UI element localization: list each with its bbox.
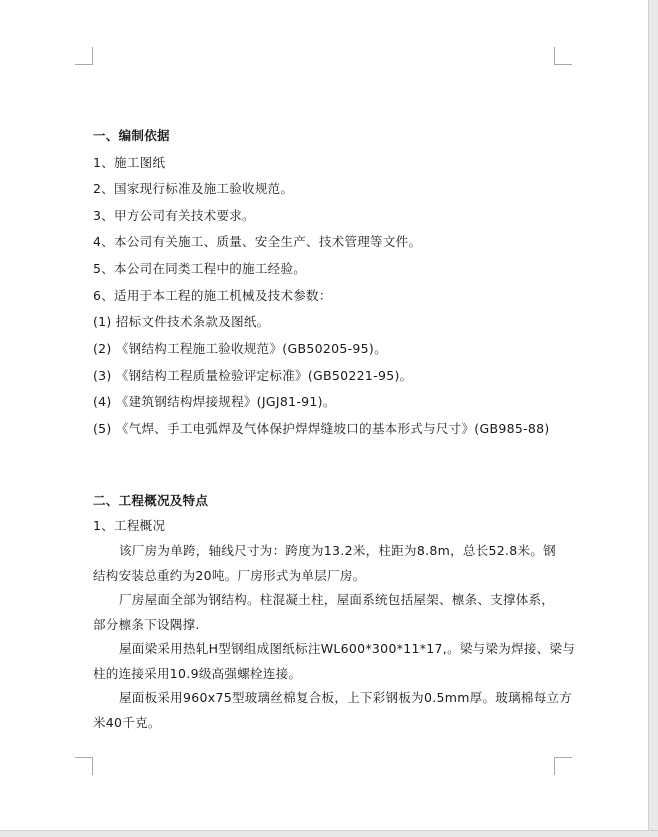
list-item: (1) 招标文件技术条款及图纸。	[93, 314, 270, 329]
list-item: 6、适用于本工程的施工机械及技术参数：	[93, 288, 332, 303]
section-heading: 一、编制依据	[93, 128, 170, 143]
paragraph-line: 部分檩条下设隅撑.	[93, 617, 200, 632]
list-item: 1、施工图纸	[93, 155, 166, 170]
paragraph-line: 屋面梁采用热轧H型钢组成图纸标注WL600*300*11*17,。梁与梁为焊接、梁与	[119, 641, 576, 656]
list-item: 5、本公司在同类工程中的施工经验。	[93, 261, 307, 276]
list-item: (3) 《钢结构工程质量检验评定标准》(GB50221-95)。	[93, 368, 413, 383]
crop-mark-top-right	[554, 47, 572, 65]
crop-mark-top-left	[75, 47, 93, 65]
list-item: 4、本公司有关施工、质量、安全生产、技术管理等文件。	[93, 234, 422, 249]
paragraph-line: 米40千克。	[93, 715, 161, 730]
list-item: (2) 《钢结构工程施工验收规范》(GB50205-95)。	[93, 341, 387, 356]
list-item: 3、甲方公司有关技术要求。	[93, 208, 255, 223]
crop-mark-bottom-left	[75, 757, 93, 775]
paragraph-line: 柱的连接采用10.9级高强螺栓连接。	[93, 666, 302, 681]
page-edge-bottom	[0, 830, 658, 837]
page-edge-right	[648, 0, 658, 837]
paragraph-line: 结构安装总重约为20吨。厂房形式为单层厂房。	[93, 568, 366, 583]
list-item: (5) 《气焊、手工电弧焊及气体保护焊焊缝坡口的基本形式与尺寸》(GB985-88)	[93, 421, 550, 436]
crop-mark-bottom-right	[554, 757, 572, 775]
list-item: 2、国家现行标准及施工验收规范。	[93, 181, 294, 196]
paragraph-line: 屋面板采用960x75型玻璃丝棉复合板，上下彩钢板为0.5mm厚。玻璃棉每立方	[119, 690, 573, 705]
list-item: (4) 《建筑钢结构焊接规程》(JGJ81-91)。	[93, 394, 336, 409]
paragraph-line: 该厂房为单跨，轴线尺寸为：跨度为13.2米，柱距为8.8m，总长52.8米。钢	[119, 543, 556, 558]
paragraph-line: 厂房屋面全部为钢结构。柱混凝土柱，屋面系统包括屋架、檩条、支撑体系，	[119, 592, 555, 607]
section-heading: 二、工程概况及特点	[93, 493, 209, 508]
sub-heading: 1、工程概况	[93, 518, 166, 533]
